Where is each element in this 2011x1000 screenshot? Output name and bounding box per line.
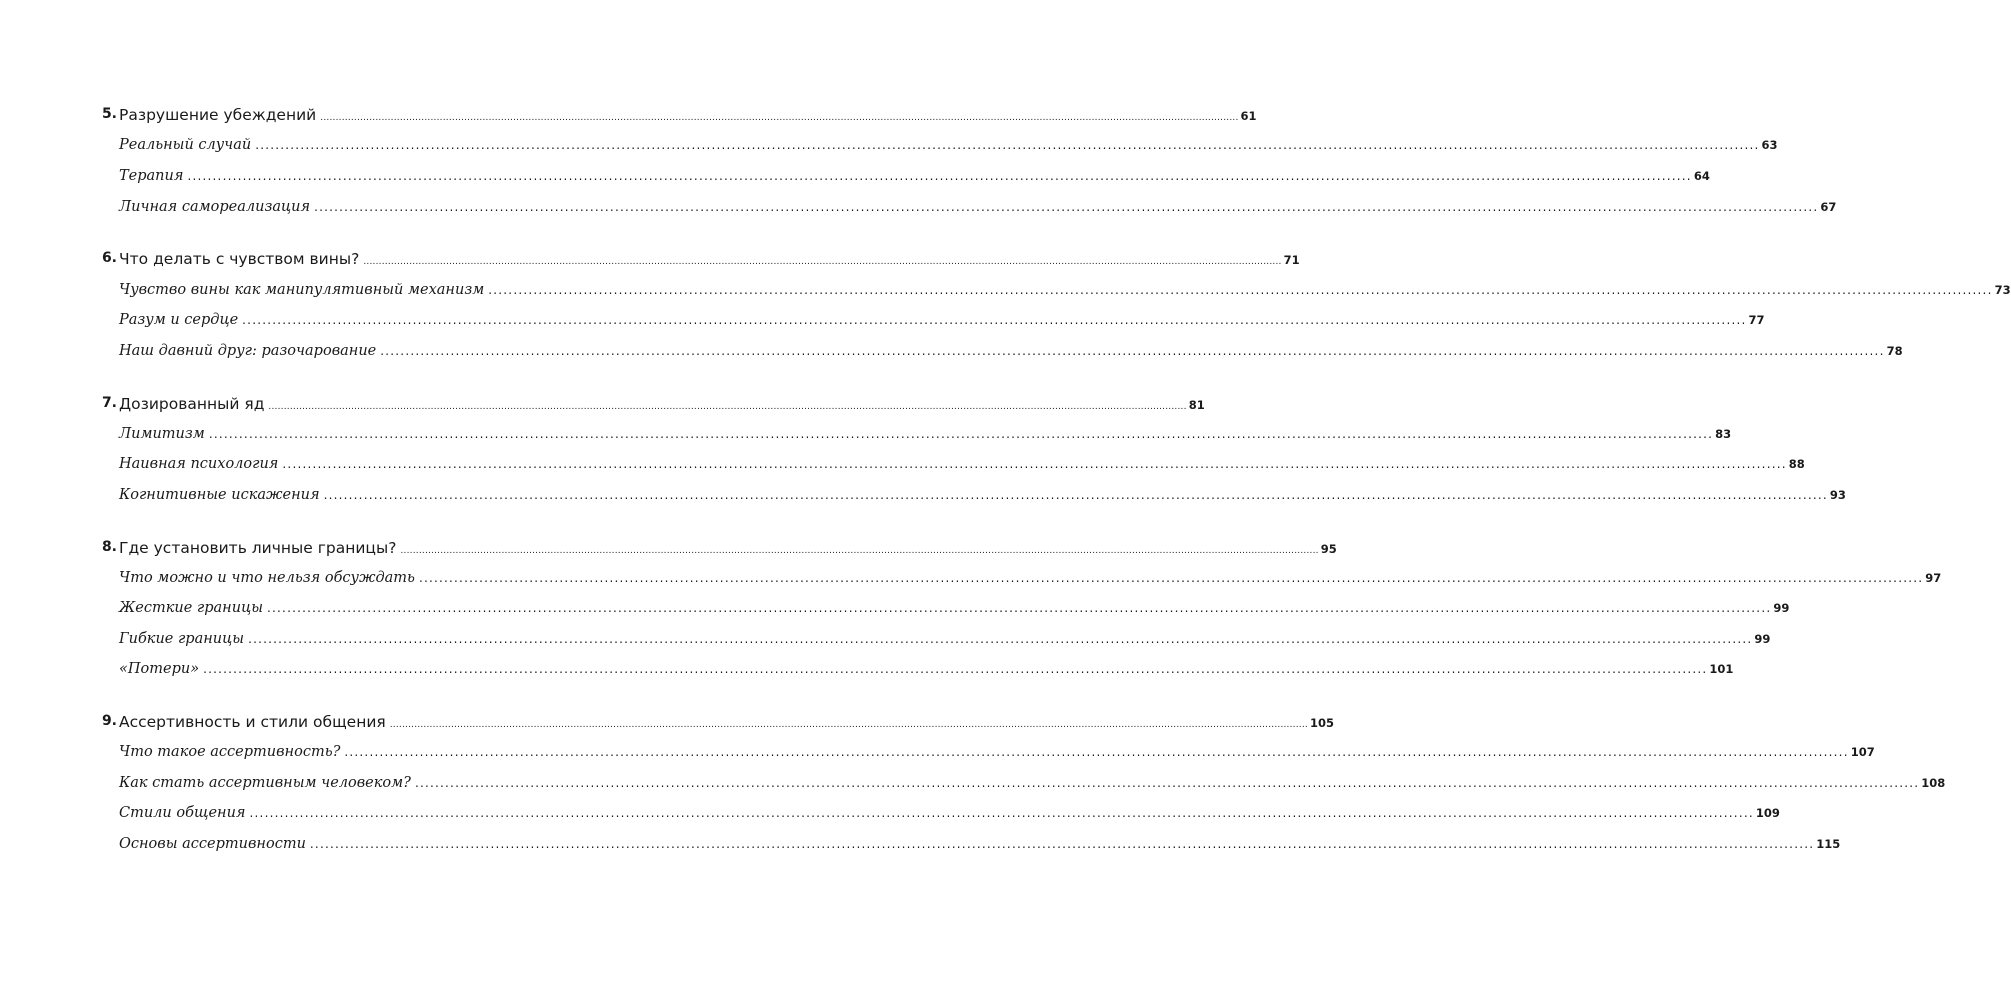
section-entry [0,426,1732,450]
page-number: 107 [1850,745,1875,759]
page-number: 95 [1320,542,1337,556]
section-title: Личная самореализация [119,199,311,215]
section-title: Наш давний друг: разочарование [119,343,377,359]
section-entry [0,570,1942,594]
dot-leader: ............................................................................................................................................................................................................................................................................................................ [314,200,1819,214]
section-title: Как стать ассертивным человеком? [119,775,411,791]
chapter-heading [0,395,1205,419]
dot-leader: ............................................................................................................................................................................................................................................................................................................ [380,344,1885,358]
dot-leader: ............................................................................................................................................................................................................................................................................................................ [249,806,1754,820]
section-title: Основы ассертивности [119,836,306,852]
section-entry [0,312,1765,336]
dot-leader: ............................................................................................................................................................................................................................................................................................................ [363,257,1282,267]
section-entry [0,456,1805,480]
page-number: 73 [1994,283,2011,297]
section-entry [0,600,1790,624]
section-entry [0,631,1771,655]
dot-leader: ............................................................................................................................................................................................................................................................................................................ [320,113,1239,123]
section-entry [0,168,1710,192]
dot-leader: ............................................................................................................................................................................................................................................................................................................ [309,837,1815,851]
page-number: 97 [1925,571,1942,585]
section-entry [0,836,1841,860]
section-entry [0,199,1837,223]
page-number: 99 [1754,632,1771,646]
page-number: 78 [1886,344,1903,358]
page-number: 88 [1788,457,1805,471]
dot-leader: ............................................................................................................................................................................................................................................................................................................ [268,402,1187,412]
chapter-number: 8. [101,539,117,555]
chapter-number: 6. [101,250,117,266]
dot-leader: ............................................................................................................................................................................................................................................................................................................ [344,745,1849,759]
page-number: 81 [1188,398,1205,412]
section-title: Гибкие границы [119,631,245,647]
page-number: 77 [1748,313,1765,327]
chapter-heading [0,106,1257,130]
dot-leader: ............................................................................................................................................................................................................................................................................................................ [203,662,1708,676]
dot-leader: ............................................................................................................................................................................................................................................................................................................ [242,313,1747,327]
page-number: 101 [1709,662,1734,676]
dot-leader: ............................................................................................................................................................................................................................................................................................................ [323,488,1828,502]
section-title: Реальный случай [119,137,252,153]
dot-leader: ............................................................................................................................................................................................................................................................................................................ [255,138,1760,152]
page-number: 67 [1820,200,1837,214]
chapter-heading [0,713,1335,737]
dot-leader: ............................................................................................................................................................................................................................................................................................................ [389,720,1308,730]
page-number: 93 [1829,488,1846,502]
section-title: Стили общения [119,805,246,821]
chapter-heading [0,250,1300,274]
chapter-title: Что делать с чувством вины? [119,250,360,268]
page-number: 61 [1240,109,1257,123]
chapter-title: Разрушение убеждений [119,106,317,124]
page-number: 115 [1816,837,1841,851]
section-entry [0,775,1946,799]
dot-leader: ............................................................................................................................................................................................................................................................................................................ [400,546,1319,556]
section-title: Чувство вины как манипулятивный механизм [119,282,485,298]
dot-leader: ............................................................................................................................................................................................................................................................................................................ [418,571,1924,585]
dot-leader: ............................................................................................................................................................................................................................................................................................................ [488,283,1993,297]
section-title: Разум и сердце [119,312,239,328]
chapter-title: Ассертивность и стили общения [119,713,386,731]
page-number: 71 [1283,253,1300,267]
chapter-number: 7. [101,395,117,411]
section-title: Что можно и что нельзя обсуждать [119,570,415,586]
dot-leader: ............................................................................................................................................................................................................................................................................................................ [414,776,1920,790]
section-title: «Потери» [119,661,200,677]
page-number: 99 [1773,601,1790,615]
chapter-number: 9. [101,713,117,729]
chapter-title: Где установить личные границы? [119,539,397,557]
page-number: 83 [1715,427,1732,441]
section-title: Что такое ассертивность? [119,744,341,760]
section-title: Жесткие границы [119,600,264,616]
section-entry [0,343,1903,367]
section-entry [0,282,2011,306]
section-entry [0,661,1734,685]
dot-leader: ............................................................................................................................................................................................................................................................................................................ [267,601,1772,615]
dot-leader: ............................................................................................................................................................................................................................................................................................................ [248,632,1753,646]
page-number: 105 [1310,716,1335,730]
section-entry [0,805,1780,829]
chapter-title: Дозированный яд [119,395,265,413]
chapter-number: 5. [101,106,117,122]
section-entry [0,744,1875,768]
chapter-heading [0,539,1337,563]
dot-leader: ............................................................................................................................................................................................................................................................................................................ [208,427,1714,441]
section-title: Когнитивные искажения [119,487,320,503]
section-entry [0,487,1846,511]
page-number: 108 [1921,776,1946,790]
section-entry [0,137,1778,161]
section-title: Терапия [119,168,184,184]
section-title: Наивная психология [119,456,279,472]
dot-leader: ............................................................................................................................................................................................................................................................................................................ [187,169,1692,183]
dot-leader: ............................................................................................................................................................................................................................................................................................................ [282,457,1787,471]
page-number: 63 [1761,138,1778,152]
section-title: Лимитизм [119,426,205,442]
page-number: 109 [1755,806,1780,820]
page-number: 64 [1693,169,1710,183]
